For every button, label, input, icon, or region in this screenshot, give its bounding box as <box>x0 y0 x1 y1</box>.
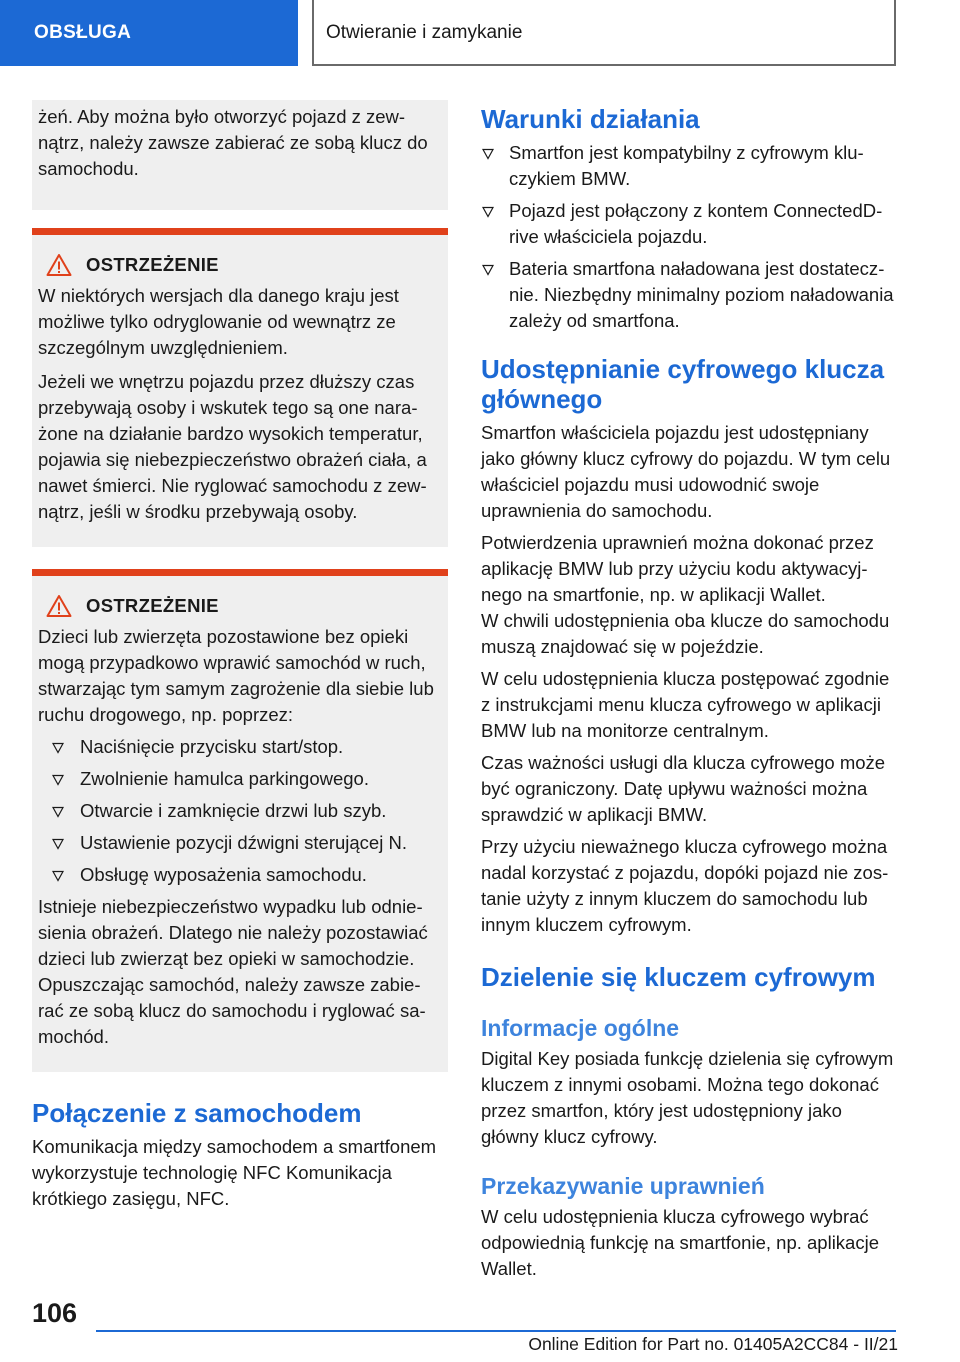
warning-box-1 <box>32 228 448 547</box>
left-column <box>32 100 448 1212</box>
continued-text: żeń. Aby można było otworzyć pojazd z zewnątrz, należy zawsze zabierać ze sobą klucz do samochodu. <box>38 106 428 179</box>
warning-triangle-icon <box>46 594 72 618</box>
list-item: Otwarcie i zamknięcie drzwi lub szyb. <box>38 798 440 824</box>
triangle-bullet-icon <box>482 264 494 276</box>
warning-box-2 <box>32 569 448 1072</box>
triangle-bullet-icon <box>52 774 64 786</box>
edition-text: Online Edition for Part no. 01405A2CC84 - II/21 <box>528 1334 898 1354</box>
triangle-bullet-icon <box>52 870 64 882</box>
warning-outro: Istnieje niebezpieczeństwo wypadku lub odniesienia obrażeń. Dlatego nie należy pozostawiać dzieci lub zwierząt bez opieki w samochodzie. Opuszczając samochód, należy zawsze zabierać ze sobą klucz do samochodu i ryglować samochód. <box>38 896 428 1047</box>
body-paragraph: Potwierdzenia uprawnień można dokonać przez aplikację BMW lub przy użyciu kodu aktywacyjnego na smartfonie, np. w aplikacji Wallet. <box>481 532 874 605</box>
list-item: Bateria smartfona naładowana jest dostatecznie. Niezbędny minimalny poziom naładowania zależy od smartfona. <box>481 256 899 334</box>
warning-title <box>38 251 440 279</box>
right-column <box>481 100 899 1282</box>
section-heading: Połączenie z samochodem <box>32 1098 362 1128</box>
general-info-text: Digital Key posiada funkcję dzielenia się cyfrowym kluczem z innymi osobami. Można tego dokonać przez smartfon, który jest udostępniony jako główny klucz cyfrowy. <box>481 1048 894 1147</box>
general-info-heading: Informacje ogólne <box>481 1015 680 1041</box>
warning-bullet-list <box>38 734 440 888</box>
sharing-main-heading: Udostępnianie cyfrowego klucza głównego <box>481 354 885 414</box>
body-paragraph: Smartfon właściciela pojazdu jest udostępniany jako główny klucz cyfrowy do pojazdu. W tym celu właściciel pojazdu musi udowodnić swoje uprawnienia do samochodu. <box>481 422 891 521</box>
list-item: Smartfon jest kompatybilny z cyfrowym kluczykiem BMW. <box>481 140 899 192</box>
transfer-text: W celu udostępnienia klucza cyfrowego wybrać odpowiednią funkcję na smartfonie, np. aplikacje Wallet. <box>481 1206 879 1279</box>
triangle-bullet-icon <box>482 206 494 218</box>
warning-title-text: OSTRZEŻENIE <box>86 595 219 616</box>
body-paragraph: W chwili udostępnienia oba klucze do samochodu muszą znajdować się w pojeździe. <box>481 610 890 657</box>
list-item: Pojazd jest połączony z kontem ConnectedDrive właściciela pojazdu. <box>481 198 899 250</box>
body-paragraph: Czas ważności usługi dla klucza cyfrowego może być ograniczony. Datę upływu ważności można sprawdzić w aplikacji BMW. <box>481 752 886 825</box>
chapter-title: Otwieranie i zamykanie <box>312 0 896 66</box>
page-number: 106 <box>32 1298 78 1328</box>
body-paragraph: W celu udostępnienia klucza postępować zgodnie z instrukcjami menu klucza cyfrowego w aplikacji BMW lub na monitorze centralnym. <box>481 668 890 741</box>
warning-title-text: OSTRZEŻENIE <box>86 254 219 275</box>
transfer-heading: Przekazywanie uprawnień <box>481 1173 765 1199</box>
list-item: Ustawienie pozycji dźwigni sterującej N. <box>38 830 440 856</box>
warning-intro: Dzieci lub zwierzęta pozostawione bez opieki mogą przypadkowo wprawić samochód w ruch, stwarzając tym samym zagrożenie dla siebie lub ruchu drogowego, np. poprzez: <box>38 626 434 725</box>
page-header <box>0 0 960 66</box>
warning-title <box>38 592 440 620</box>
warning-triangle-icon <box>46 253 72 277</box>
triangle-bullet-icon <box>482 148 494 160</box>
section-text: Komunikacja między samochodem a smartfonem wykorzystuje technologię NFC Komunikacja krótkiego zasięgu, NFC. <box>32 1136 437 1209</box>
triangle-bullet-icon <box>52 806 64 818</box>
footer-divider <box>96 1330 896 1332</box>
conditions-heading: Warunki działania <box>481 104 700 134</box>
section-tab: OBSŁUGA <box>0 0 298 66</box>
warning-paragraph: W niektórych wersjach dla danego kraju jest możliwe tylko odryglowanie od wewnątrz ze szczególnym uwzględnieniem. <box>38 285 399 358</box>
triangle-bullet-icon <box>52 742 64 754</box>
list-item: Obsługę wyposażenia samochodu. <box>38 862 440 888</box>
conditions-list <box>481 140 899 334</box>
warning-paragraph: Jeżeli we wnętrzu pojazdu przez dłuższy czas przebywają osoby i wskutek tego są one narażone na działanie bardzo wysokich temperatur, pojawia się niebezpieczeństwo obrażeń ciała, a nawet śmierci. Nie ryglować samochodu z zewnątrz, jeśli w środku przebywają osoby. <box>38 371 427 522</box>
list-item: Naciśnięcie przycisku start/stop. <box>38 734 440 760</box>
list-item: Zwolnienie hamulca parkingowego. <box>38 766 440 792</box>
body-paragraph: Przy użyciu nieważnego klucza cyfrowego można nadal korzystać z pojazdu, dopóki pojazd nie zostanie użyty z innym kluczem do samochodu lub innym kluczem cyfrowym. <box>481 836 889 935</box>
continued-box <box>32 100 448 210</box>
triangle-bullet-icon <box>52 838 64 850</box>
sharing-digital-heading: Dzielenie się kluczem cyfrowym <box>481 962 876 992</box>
